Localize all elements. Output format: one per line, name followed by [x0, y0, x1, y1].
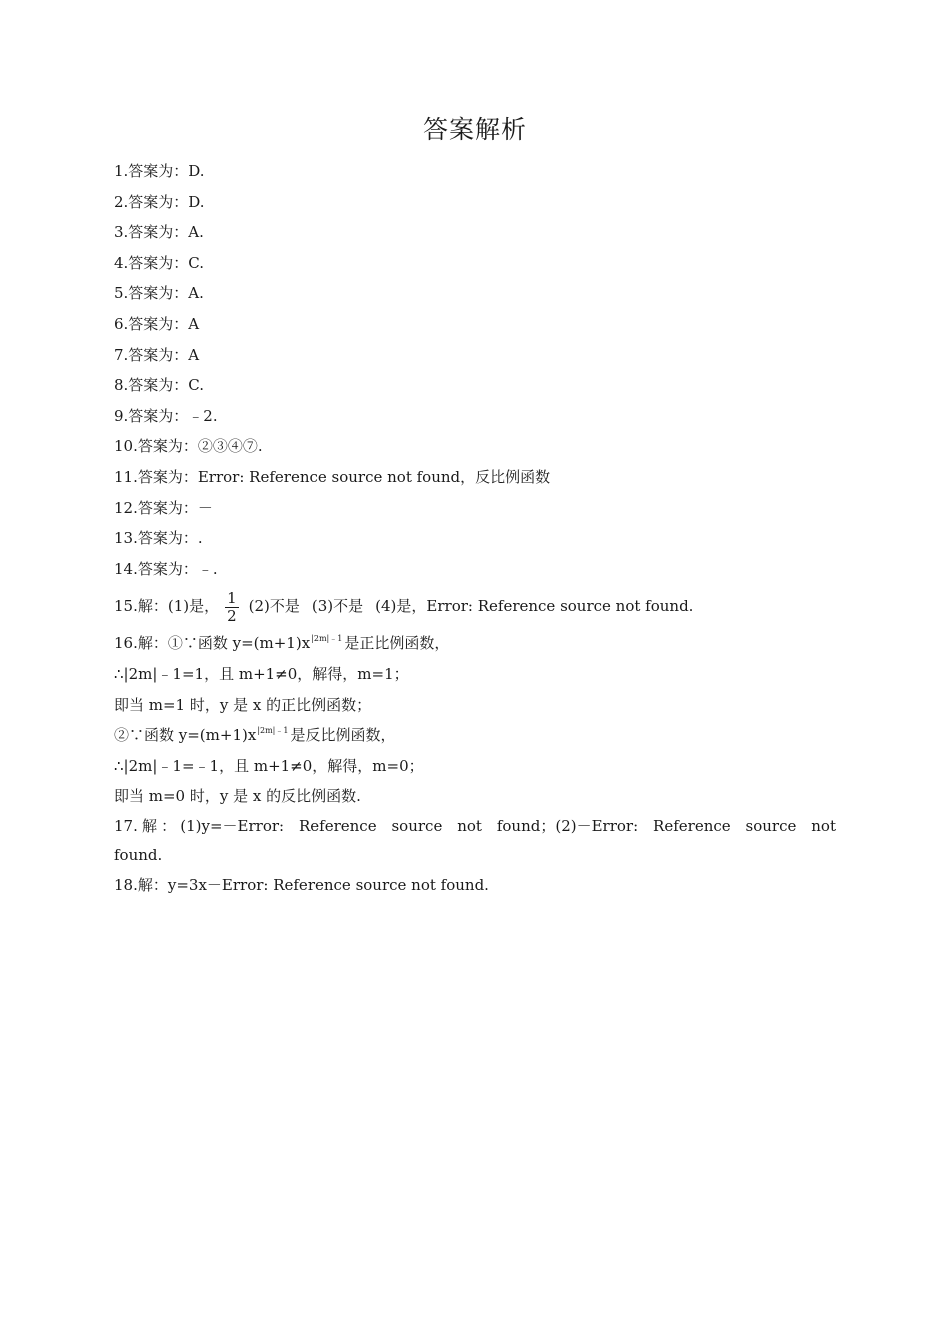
answer-15-part3: (3)不是 [311, 597, 364, 616]
answer-16-line-6: 即当 m=0 时，y 是 x 的反比例函数. [114, 787, 361, 806]
answer-16-line-3: 即当 m=1 时，y 是 x 的正比例函数； [114, 695, 372, 714]
answer-line: 10.答案为：②③④⑦. [114, 437, 263, 456]
exponent: |2m|﹣1 [311, 634, 343, 644]
answer-line: 12.答案为：－ [114, 498, 213, 517]
answer-line: 5.答案为：A. [114, 284, 204, 303]
answer-line: 4.答案为：C. [114, 253, 205, 272]
answer-list [114, 156, 836, 900]
answer-16-line-5: ∴|2m|﹣1=﹣1，且 m+1≠0，解得，m=0； [114, 756, 424, 775]
answer-line: 2.答案为：D. [114, 192, 205, 211]
answer-16-text: ②∵函数 y=(m+1)x [114, 726, 257, 745]
answer-18: 18.解：y=3x－Error: Reference source not found. [114, 875, 489, 894]
answer-16-line-2: ∴|2m|﹣1=1，且 m+1≠0，解得，m=1； [114, 664, 409, 683]
answer-16-line-1 [114, 628, 836, 659]
answer-line: 11.答案为：Error: Reference source not found，反比例函数 [114, 467, 551, 486]
exponent: |2m|﹣1 [257, 726, 289, 736]
answer-16-text: 16.解：①∵函数 y=(m+1)x [114, 634, 311, 653]
answer-15-part4: (4)是，Error: Reference source not found. [375, 597, 694, 616]
answer-line: 13.答案为：. [114, 529, 203, 548]
answer-line: 9.答案为：﹣2. [114, 406, 218, 425]
answer-line: 6.答案为：A [114, 314, 200, 333]
answer-15-part2: (2)不是 [248, 597, 300, 616]
answer-16-text: 是正比例函数， [344, 634, 450, 653]
answer-15 [114, 584, 836, 628]
answer-line: 1.答案为：D. [114, 162, 205, 180]
page-title: 答案解析 [422, 115, 527, 144]
answer-line: 7.答案为：A [114, 345, 200, 364]
answer-line: 14.答案为：﹣. [114, 559, 218, 578]
answer-15-prefix: 15.解：(1)是， [114, 597, 220, 616]
answer-line: 3.答案为：A. [114, 223, 204, 242]
fraction-numerator: 1 [227, 588, 237, 607]
answer-17: 17.解：(1)y=－Error: Reference source not found；(2)－Error: Reference source not found. [114, 816, 836, 864]
answer-16-text: 是反比例函数， [290, 726, 396, 745]
fraction-one-half [225, 590, 239, 625]
answer-line: 8.答案为：C. [114, 376, 205, 395]
fraction-denominator: 2 [227, 606, 237, 625]
answer-16-line-4 [114, 720, 836, 751]
